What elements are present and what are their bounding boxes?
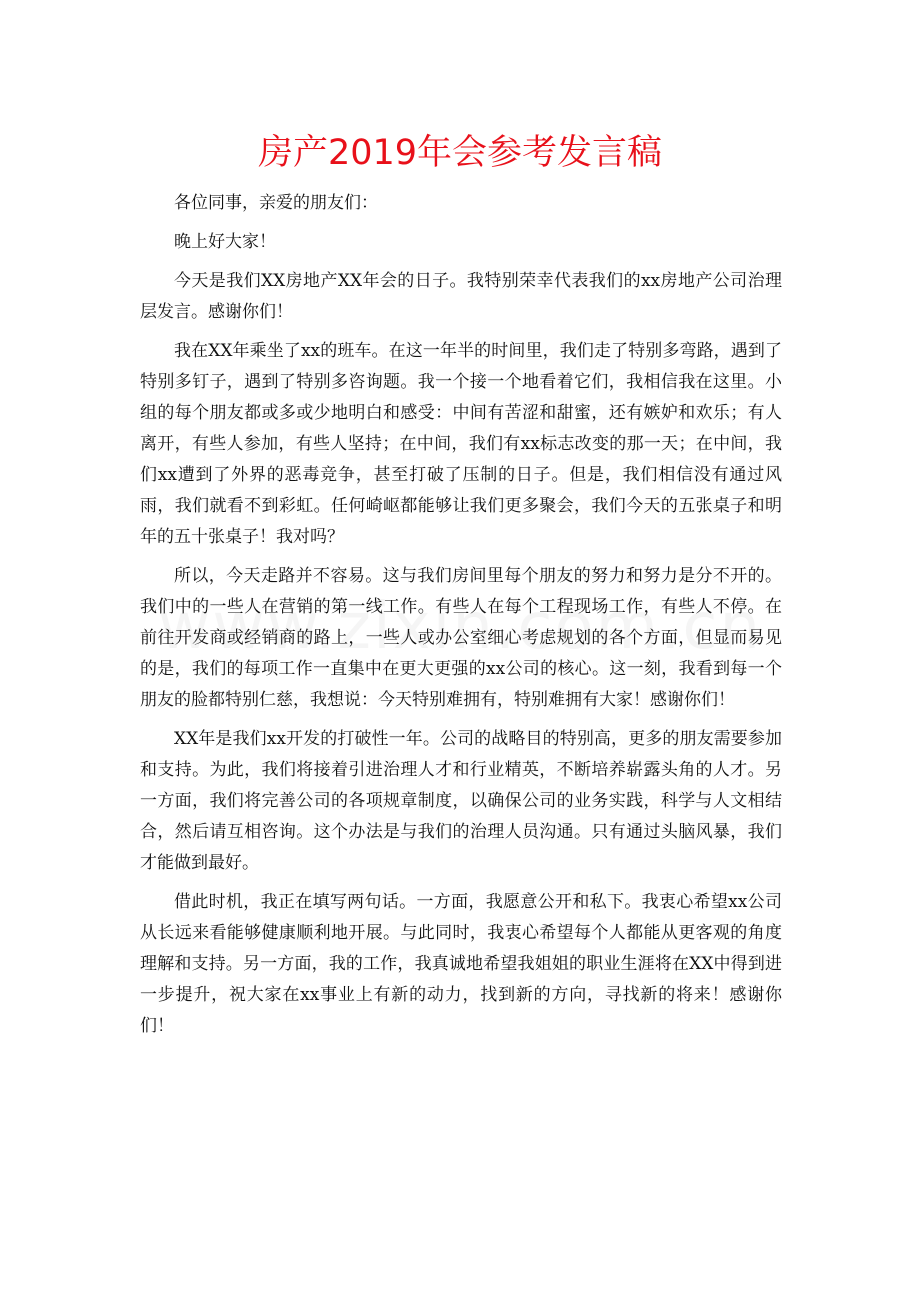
closing-paragraph: 借此时机，我正在填写两句话。一方面，我愿意公开和私下。我衷心希望xx公司从长远来看能够健康顺利地开展。与此同时，我衷心希望每个人都能从更客观的角度理解和支持。另一方面，我的工作，我真诚地希望我姐姐的职业生涯将在XX中得到进一步提升，祝大家在xx事业上有新的动力，找到新的方向，寻找新的将来！感谢你们！ [140, 892, 782, 1036]
body-paragraph: 我在XX年乘坐了xx的班车。在这一年半的时间里，我们走了特别多弯路，遇到了特别多钉子，遇到了特别多咨询题。我一个接一个地看着它们，我相信我在这里。小组的每个朋友都或多或少地明白和感受：中间有苦涩和甜蜜，还有嫉妒和欢乐；有人离开，有些人参加，有些人坚持；在中间，我们有xx标志改变的那一天；在中间，我们xx遭到了外界的恶毒竞争，甚至打破了压制的日子。但是，我们相信没有通过风雨，我们就看不到彩虹。任何崎岖都能够让我们更多聚会，我们今天的五张桌子和明年的五十张桌子！我对吗？ [140, 341, 782, 547]
body-paragraph: 今天是我们XX房地产XX年会的日子。我特别荣幸代表我们的xx房地产公司治理层发言。感谢你们！ [140, 271, 782, 322]
document-title: 房产2019年会参考发言稿 [257, 133, 663, 173]
body-paragraph: XX年是我们xx开发的打破性一年。公司的战略目的特别高，更多的朋友需要参加和支持。为此，我们将接着引进治理人才和行业精英，不断培养崭露头角的人才。另一方面，我们将完善公司的各项规章制度，以确保公司的业务实践，科学与人文相结合，然后请互相咨询。这个办法是与我们的治理人员沟通。只有通过头脑风暴，我们才能做到最好。 [140, 729, 782, 873]
greeting: 晚上好大家！ [174, 232, 276, 252]
salutation: 各位同事，亲爱的朋友们： [174, 193, 378, 213]
body-paragraph: 所以，今天走路并不容易。这与我们房间里每个朋友的努力和努力是分不开的。我们中的一些人在营销的第一线工作。有些人在每个工程现场工作，有些人不停。在前往开发商或经销商的路上，一些人或办公室细心考虑规划的各个方面，但显而易见的是，我们的每项工作一直集中在更大更强的xx公司的核心。这一刻，我看到每一个朋友的脸都特别仁慈，我想说：今天特别难拥有，特别难拥有大家！感谢你们！ [140, 566, 782, 710]
document-body [140, 188, 782, 1050]
